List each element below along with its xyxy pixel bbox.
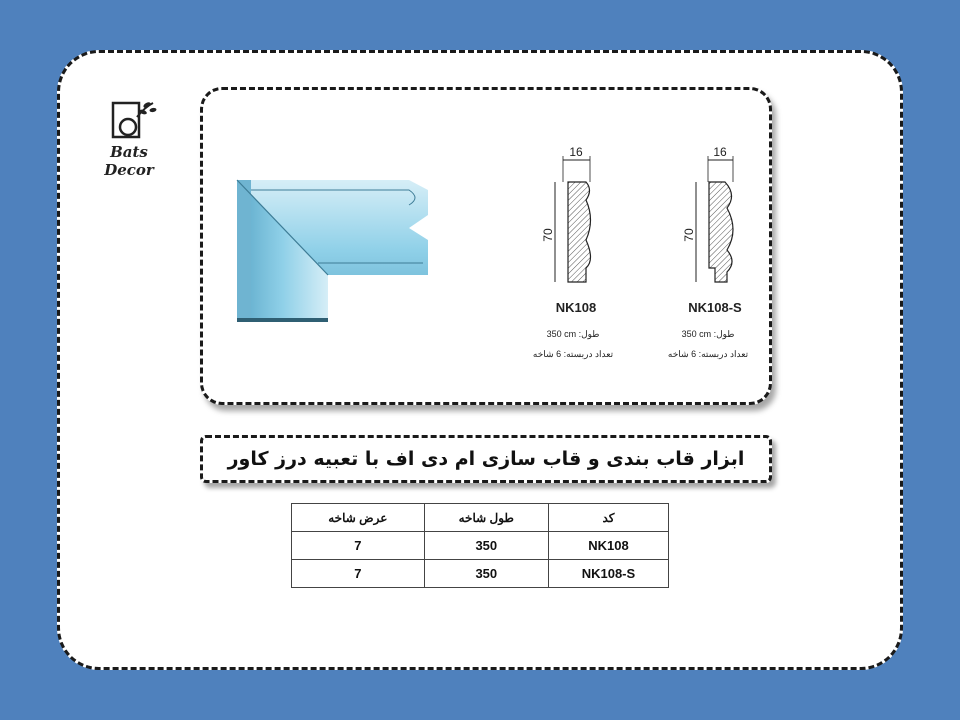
header-width: عرض شاخه	[292, 504, 425, 532]
nk108-height-label: 70	[541, 228, 555, 242]
profile-nk108-drawing	[533, 145, 614, 360]
table-row	[292, 532, 669, 560]
nk108-width-label: 16	[569, 145, 583, 159]
product-title-box	[200, 435, 772, 483]
row2-width: 7	[292, 560, 425, 588]
product-image-panel	[200, 87, 772, 405]
nk108-s-length-label: 350 cm :طول	[681, 329, 735, 339]
profile-nk108-s-drawing	[668, 145, 749, 360]
header-length: طول شاخه	[424, 504, 548, 532]
row2-code: NK108-S	[548, 560, 668, 588]
table-row	[292, 560, 669, 588]
product-title: ابزار قاب بندی و قاب سازی ام دی اف با تعبیه درز کاور	[227, 448, 745, 470]
row1-width: 7	[292, 532, 425, 560]
row2-length: 350	[424, 560, 548, 588]
row1-length: 350	[424, 532, 548, 560]
spec-table	[291, 503, 669, 588]
row1-code: NK108	[548, 532, 668, 560]
nk108-s-code-label: NK108-S	[688, 300, 742, 315]
product-illustration	[203, 90, 769, 402]
nk108-s-bundle-label: تعداد دربسته: 6 شاخه	[667, 349, 749, 359]
table-header-row	[292, 504, 669, 532]
brand-name: Bats Decor	[104, 143, 154, 179]
nk108-code-label: NK108	[555, 300, 597, 315]
header-code: کد	[548, 504, 668, 532]
nk108-bundle-label: تعداد دربسته: 6 شاخه	[532, 349, 614, 359]
nk108-s-width-label: 16	[713, 145, 727, 159]
nk108-length-label: 350 cm :طول	[546, 329, 600, 339]
frame-corner-render	[237, 180, 428, 322]
nk108-s-height-label: 70	[682, 228, 696, 242]
